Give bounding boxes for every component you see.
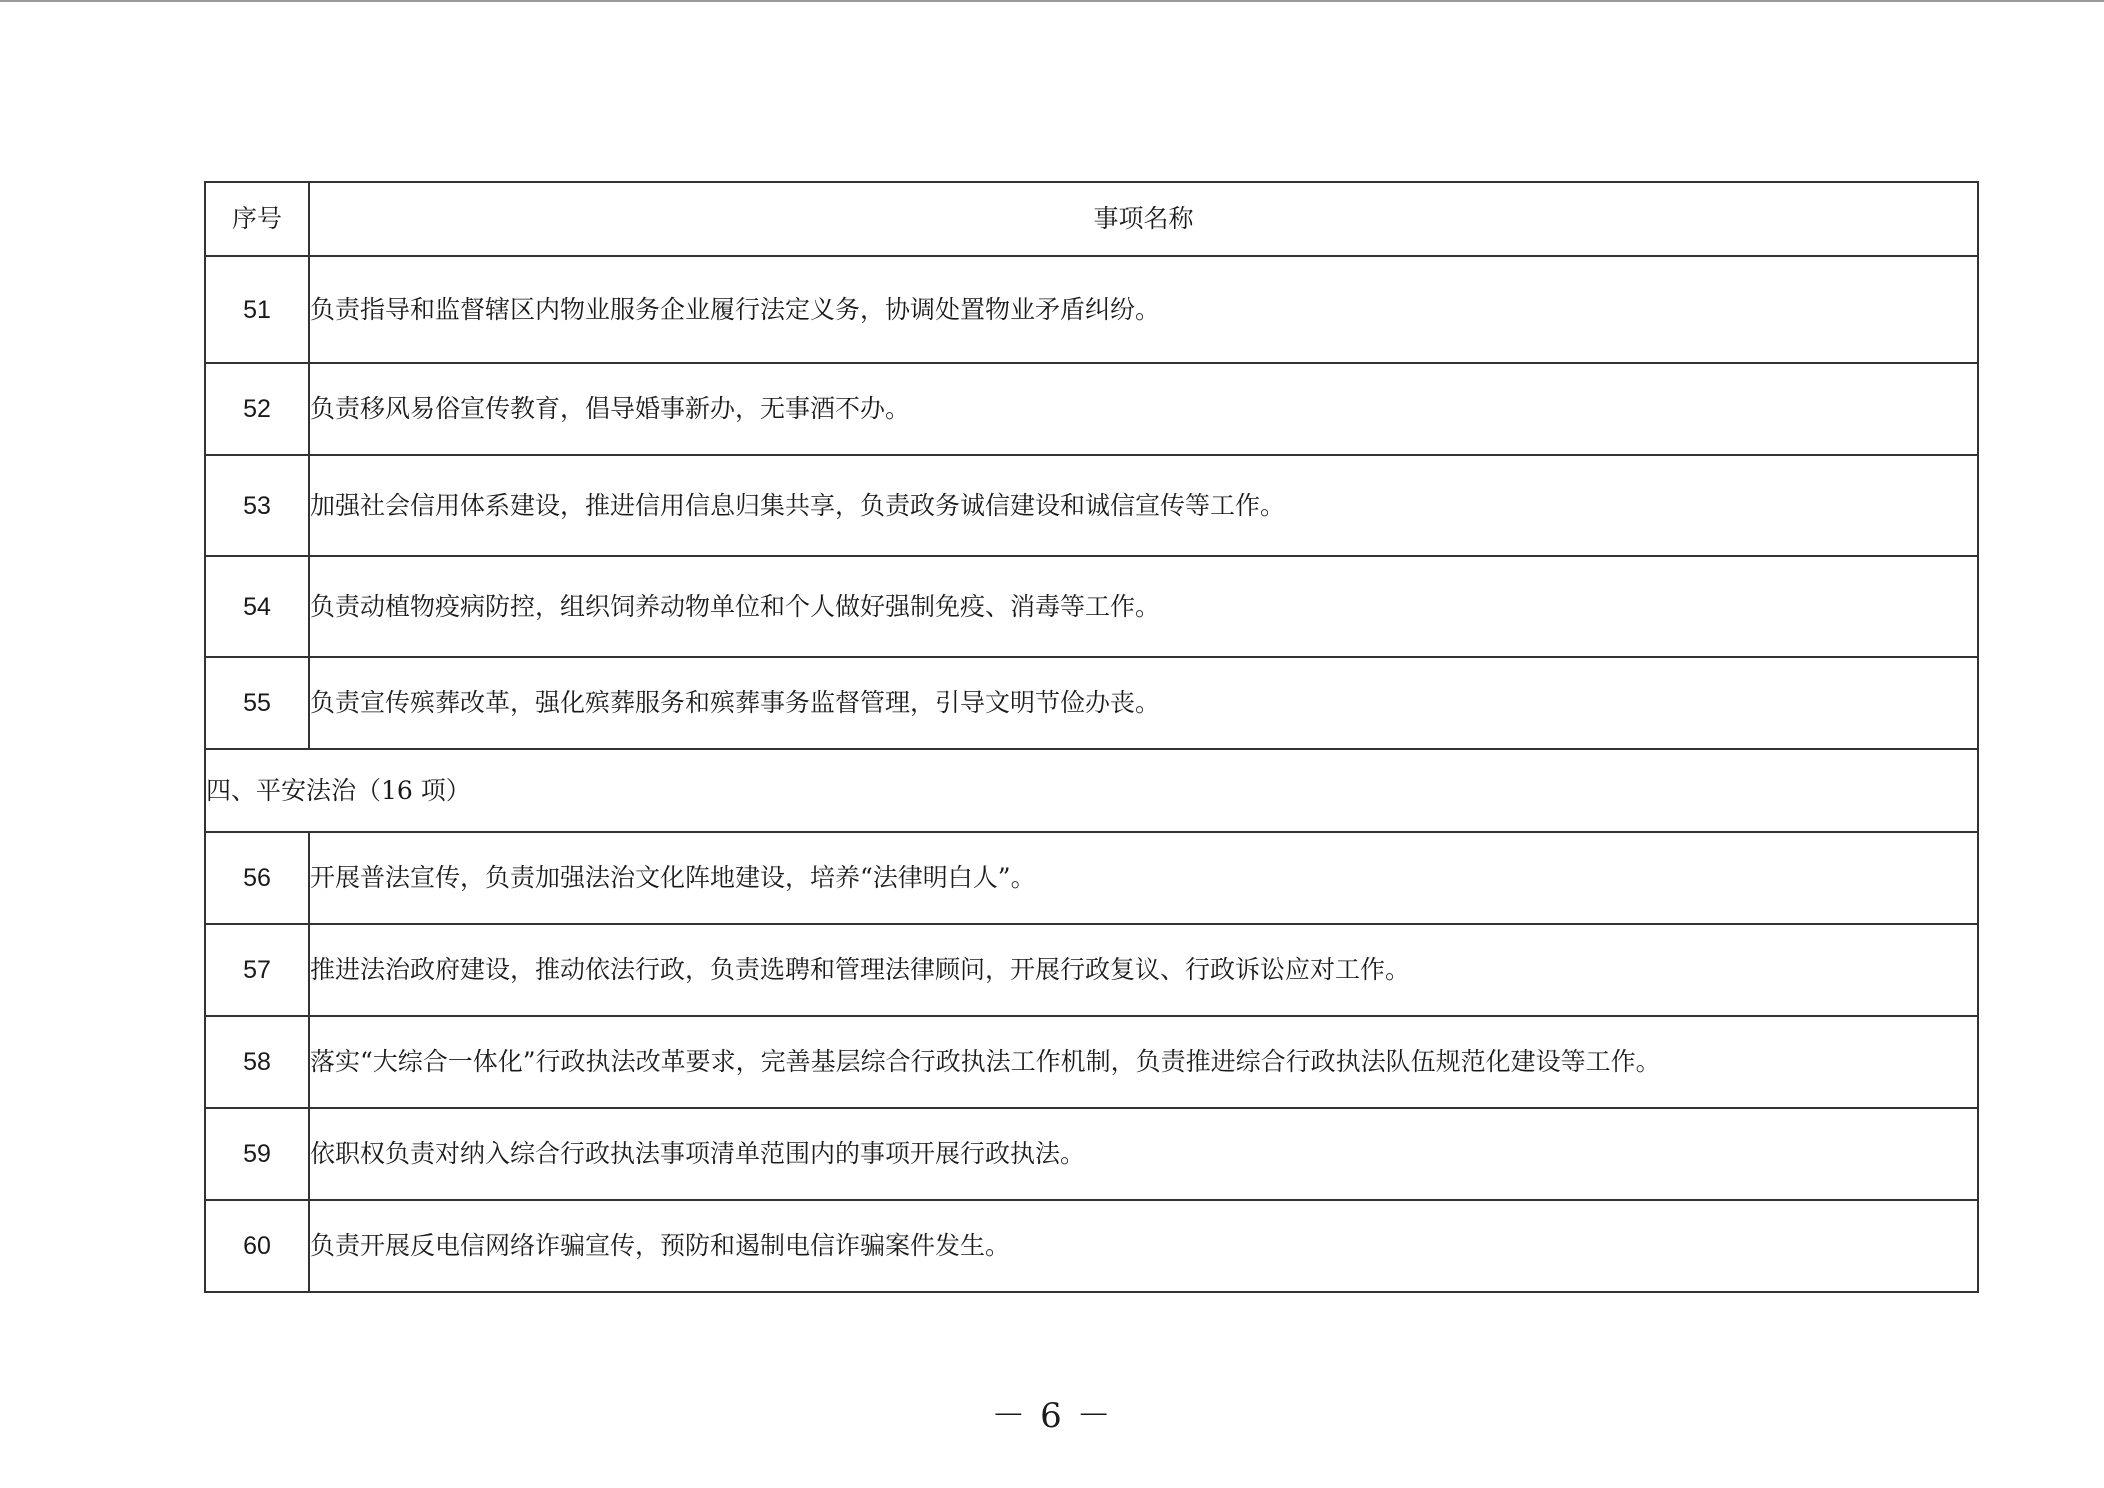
page-top-border: [0, 0, 2104, 2]
row-number: 60: [205, 1200, 309, 1292]
table-row: [205, 1200, 1978, 1292]
row-number: 58: [205, 1016, 309, 1108]
table-row: [205, 556, 1978, 657]
header-number-cell: 序号: [205, 182, 309, 256]
row-item-name: 负责指导和监督辖区内物业服务企业履行法定义务，协调处置物业矛盾纠纷。: [309, 256, 1978, 363]
row-number: 51: [205, 256, 309, 363]
row-item-name: 加强社会信用体系建设，推进信用信息归集共享，负责政务诚信建设和诚信宣传等工作。: [309, 455, 1978, 556]
row-item-name: 负责开展反电信网络诈骗宣传，预防和遏制电信诈骗案件发生。: [309, 1200, 1978, 1292]
table-row: [205, 832, 1978, 924]
header-name-cell: 事项名称: [309, 182, 1978, 256]
table-row: [205, 363, 1978, 455]
row-number: 57: [205, 924, 309, 1016]
row-item-name: 落实“大综合一体化”行政执法改革要求，完善基层综合行政执法工作机制，负责推进综合行政执法队伍规范化建设等工作。: [309, 1016, 1978, 1108]
row-number: 56: [205, 832, 309, 924]
duty-items-table: [204, 181, 1979, 1293]
table-row: [205, 1108, 1978, 1200]
row-number: 55: [205, 657, 309, 749]
row-number: 59: [205, 1108, 309, 1200]
table-header-row: [205, 182, 1978, 256]
section-heading-row: [205, 749, 1978, 832]
row-item-name: 依职权负责对纳入综合行政执法事项清单范围内的事项开展行政执法。: [309, 1108, 1978, 1200]
table-row: [205, 455, 1978, 556]
row-item-name: 推进法治政府建设，推动依法行政，负责选聘和管理法律顾问，开展行政复议、行政诉讼应对工作。: [309, 924, 1978, 1016]
table-row: [205, 1016, 1978, 1108]
table-row: [205, 924, 1978, 1016]
table-row: [205, 657, 1978, 749]
row-item-name: 负责动植物疫病防控，组织饲养动物单位和个人做好强制免疫、消毒等工作。: [309, 556, 1978, 657]
table-row: [205, 256, 1978, 363]
row-number: 54: [205, 556, 309, 657]
row-item-name: 负责移风易俗宣传教育，倡导婚事新办，无事酒不办。: [309, 363, 1978, 455]
page-number: － 6 －: [991, 1396, 1113, 1436]
row-number: 53: [205, 455, 309, 556]
row-item-name: 开展普法宣传，负责加强法治文化阵地建设，培养“法律明白人”。: [309, 832, 1978, 924]
row-number: 52: [205, 363, 309, 455]
section-heading: 四、平安法治（16 项）: [205, 749, 1978, 832]
row-item-name: 负责宣传殡葬改革，强化殡葬服务和殡葬事务监督管理，引导文明节俭办丧。: [309, 657, 1978, 749]
